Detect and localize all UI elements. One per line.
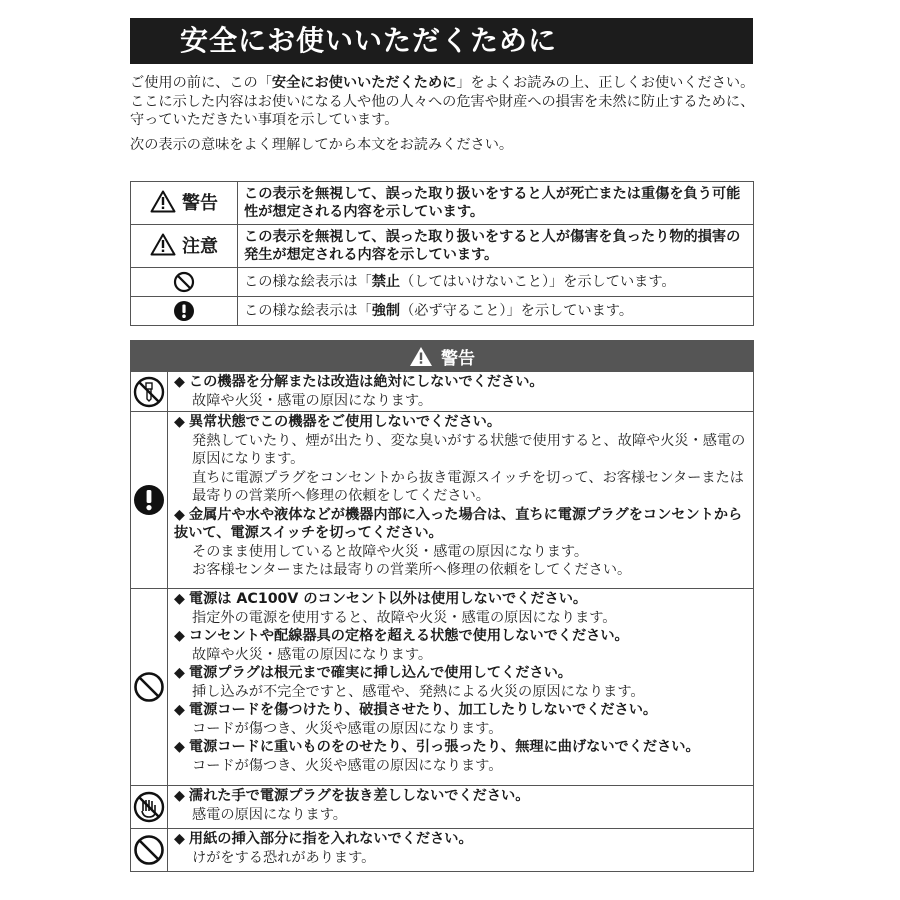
warning-triangle-icon — [150, 190, 176, 213]
warning-item-description: けがをする恐れがあります。 — [192, 849, 376, 866]
warning-item-heading — [174, 413, 747, 432]
legend-symbol-cell — [131, 297, 238, 326]
warning-item — [174, 664, 747, 701]
warning-item-heading — [174, 590, 747, 609]
warning-item — [174, 506, 747, 580]
warning-item — [174, 738, 747, 775]
legend-symbol-cell — [131, 225, 238, 268]
warning-item — [174, 413, 747, 506]
caution-triangle-icon — [150, 233, 176, 256]
bullet-diamond: ◆ — [174, 788, 185, 804]
warning-item-heading — [174, 701, 747, 720]
prohibition-icon — [133, 671, 165, 703]
warning-signal — [150, 189, 218, 215]
warning-item-description: 感電の原因になります。 — [192, 806, 347, 823]
mandatory-icon — [173, 300, 195, 322]
bullet-diamond: ◆ — [174, 414, 185, 430]
page-title: 安全にお使いいただくために — [130, 18, 753, 64]
warning-item-heading — [174, 627, 747, 646]
bullet-diamond: ◆ — [174, 831, 185, 847]
warning-item-description: 挿し込みが不完全ですと、感電や、発熱による火災の原因になります。 — [192, 683, 645, 700]
bullet-diamond: ◆ — [174, 665, 185, 681]
legend-prohibit-text — [238, 268, 754, 297]
warning-section-text — [168, 412, 753, 588]
legend-text: この様な絵表示は「 — [244, 302, 372, 319]
warning-section-text — [168, 589, 753, 785]
legend-mandatory-text — [238, 297, 754, 326]
intro-paragraph-1 — [130, 74, 755, 93]
legend-emphasis: 強制 — [371, 302, 401, 319]
warning-header — [131, 341, 753, 371]
caution-signal — [150, 232, 218, 258]
legend-warning-text: この表示を無視して、誤った取り扱いをすると人が死亡または重傷を負う可能性が想定される内容を示しています。 — [238, 182, 754, 225]
warning-section-text — [168, 786, 753, 828]
warning-triangle-icon — [409, 346, 433, 367]
bullet-diamond: ◆ — [174, 591, 185, 607]
warning-item-title: コンセントや配線器具の定格を超える状態で使用しないでください。 — [188, 628, 629, 644]
mandatory-icon — [133, 484, 165, 516]
warning-section — [131, 411, 753, 588]
intro-emphasis: 安全にお使いいただくために — [271, 75, 457, 91]
warning-section — [131, 588, 753, 785]
warning-section — [131, 828, 753, 871]
warning-section-text — [168, 829, 753, 871]
warning-item-heading — [174, 373, 747, 392]
prohibition-icon — [173, 271, 195, 293]
warning-section-icon — [131, 786, 168, 828]
legend-row-warning — [131, 182, 754, 225]
warning-item-title: 電源コードに重いものをのせたり、引っ張ったり、無理に曲げないでください。 — [188, 739, 700, 755]
legend-table — [130, 181, 754, 326]
legend-symbol-cell — [131, 182, 238, 225]
warning-section-icon — [131, 829, 168, 871]
warning-section-icon — [131, 372, 168, 411]
warning-item — [174, 701, 747, 738]
intro-paragraph-3: 次の表示の意味をよく理解してから本文をお読みください。 — [130, 136, 514, 153]
warning-header-label: 警告 — [441, 348, 475, 369]
warning-section-icon — [131, 589, 168, 785]
warning-item-description: 発熱していたり、煙が出たり、変な臭いがする状態で使用すると、故障や火災・感電の原因になります。 — [192, 432, 746, 467]
warning-item-description: お客様センターまたは最寄りの営業所へ修理の依頼をしてください。 — [192, 562, 632, 578]
warning-item-heading — [174, 787, 747, 806]
warning-item — [174, 627, 747, 664]
legend-row-prohibit — [131, 268, 754, 297]
prohibition-icon — [133, 834, 165, 866]
warning-item-heading — [174, 830, 747, 849]
intro-text: 」をよくお読みの上、正しくお使いください。 — [456, 75, 755, 91]
legend-row-mandatory — [131, 297, 754, 326]
bullet-diamond: ◆ — [174, 506, 185, 523]
warning-item — [174, 787, 747, 824]
legend-row-caution — [131, 225, 754, 268]
warning-item-heading — [174, 738, 747, 757]
warning-item-description: コードが傷つき、火災や感電の原因になります。 — [192, 757, 503, 774]
no-wet-hands-icon — [133, 791, 165, 823]
warning-item-heading — [174, 506, 747, 543]
warning-item-description: コードが傷つき、火災や感電の原因になります。 — [192, 720, 503, 737]
legend-caution-text: この表示を無視して、誤った取り扱いをすると人が傷害を負ったり物的損害の発生が想定される内容を示しています。 — [238, 225, 754, 268]
bullet-diamond: ◆ — [174, 628, 185, 644]
warning-item-title: 金属片や水や液体などが機器内部に入った場合は、直ちに電源プラグをコンセントから抜いて、電源スイッチを切ってください。 — [174, 506, 743, 541]
bullet-diamond: ◆ — [174, 739, 185, 755]
caution-label: 注意 — [182, 235, 218, 257]
legend-symbol-cell — [131, 268, 238, 297]
legend-text: （してはいけないこと）」を示しています。 — [400, 273, 676, 290]
legend-text: この様な絵表示は「 — [244, 273, 372, 290]
warning-item-description: 直ちに電源プラグをコンセントから抜き電源スイッチを切って、お客様センターまたは最寄りの営業所へ修理の依頼をしてください。 — [192, 469, 744, 504]
warning-section-icon — [131, 412, 168, 588]
bullet-diamond: ◆ — [174, 702, 185, 718]
warning-item-title: 濡れた手で電源プラグを抜き差ししないでください。 — [188, 788, 530, 804]
intro-section — [130, 74, 755, 154]
warning-item-description: 故障や火災・感電の原因になります。 — [192, 646, 433, 663]
legend-text: （必ず守ること）」を示しています。 — [400, 302, 634, 319]
warning-item-title: 用紙の挿入部分に指を入れないでください。 — [188, 831, 473, 847]
warning-label: 警告 — [182, 192, 218, 214]
warning-item-description: 故障や火災・感電の原因になります。 — [192, 392, 433, 409]
warning-item — [174, 590, 747, 627]
warning-section — [131, 785, 753, 828]
warning-item-title: 異常状態でこの機器をご使用しないでください。 — [188, 414, 502, 430]
intro-text: ご使用の前に、この「 — [130, 75, 272, 91]
warning-item-title: 電源プラグは根元まで確実に挿し込んで使用してください。 — [188, 665, 572, 681]
warning-item — [174, 830, 747, 867]
no-disassembly-icon — [133, 376, 165, 408]
warning-item-description: 指定外の電源を使用すると、故障や火災・感電の原因になります。 — [192, 609, 617, 626]
legend-emphasis: 禁止 — [371, 273, 401, 290]
warning-item-title: この機器を分解または改造は絶対にしないでください。 — [188, 374, 544, 390]
warning-box — [130, 340, 754, 872]
warning-section-text — [168, 372, 753, 411]
bullet-diamond: ◆ — [174, 374, 185, 390]
warning-item-title: 電源コードを傷つけたり、破損させたり、加工したりしないでください。 — [188, 702, 658, 718]
warning-item-title: 電源は AC100V のコンセント以外は使用しないでください。 — [188, 591, 588, 607]
warning-item-heading — [174, 664, 747, 683]
warning-item-description: そのまま使用していると故障や火災・感電の原因になります。 — [192, 543, 589, 560]
warning-section — [131, 371, 753, 411]
intro-paragraph-2: ここに示した内容はお使いになる人や他の人々への危害や財産への損害を未然に防止するために、守っていただきたい事項を示しています。 — [130, 93, 755, 128]
warning-item — [174, 373, 747, 410]
